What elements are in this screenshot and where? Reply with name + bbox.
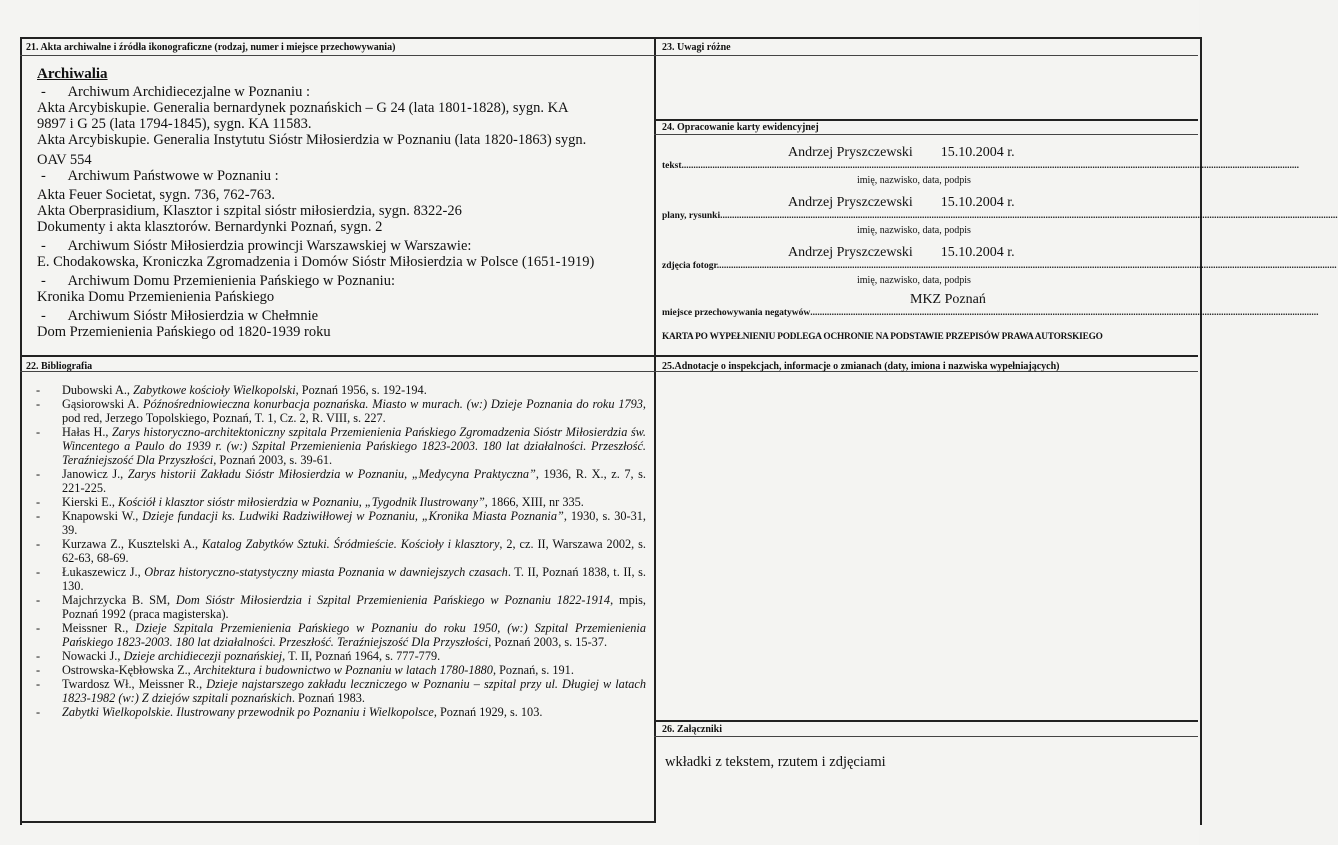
archive-line: - Archiwum Sióstr Miłosierdzia prowincji Warszawskiej w Warszawie: <box>41 238 472 254</box>
archive-line: Akta Feuer Societat, sygn. 736, 762-763. <box>37 187 276 203</box>
preparer-label: zdjęcia fotogr. <box>662 261 720 271</box>
item-details: . T. II, Poznań 1838, t. II, s. 130. <box>62 565 647 593</box>
item-details: , T. II, Poznań 1964, s. 777-779. <box>282 649 441 663</box>
item-details: . Poznań 1983. <box>291 691 365 705</box>
dotted-line: .................................................................................................................................................................................................................................................................... <box>681 161 1300 171</box>
item-details: , Poznań 1956, s. 192-194. <box>295 383 427 397</box>
negatives-row <box>662 308 1319 319</box>
item-title: Dzieje Szpitala Przemienienia Pańskiego w Poznaniu do roku 1950, (w:) Szpital Przemienienia Pańskiego 1823-2003. 180 lat działalności. Przeszłość. Teraźniejszość Dla Przyszłości <box>62 621 646 649</box>
attachments-value: wkładki z tekstem, rzutem i zdjęciami <box>665 754 886 770</box>
row-rule <box>20 55 1198 56</box>
bullet-dash: - <box>36 677 41 691</box>
bullet-dash: - <box>36 383 41 397</box>
section-23-heading: 23. Uwagi różne <box>662 42 731 53</box>
preparer-caption: imię, nazwisko, data, podpis <box>857 175 971 186</box>
preparer-row <box>662 161 1300 172</box>
preparer-caption: imię, nazwisko, data, podpis <box>857 275 971 286</box>
archive-line: - Archiwum Domu Przemienienia Pańskiego w Poznaniu: <box>41 273 395 289</box>
dotted-line: ...................................................................................................................................................................................................................... <box>810 308 1319 318</box>
bibliography-item <box>36 621 646 649</box>
archive-line: Dom Przemienienia Pańskiego od 1820-1939 roku <box>37 324 331 340</box>
archive-line: Akta Oberprasidium, Klasztor i szpital sióstr miłosierdzia, sygn. 8322-26 <box>37 203 462 219</box>
item-author: Nowacki J., <box>62 649 124 663</box>
archive-line: Akta Arcybiskupie. Generalia bernardynek poznańskich – G 24 (lata 1801-1828), sygn. KA <box>37 100 569 116</box>
item-details: , Poznań, s. 191. <box>492 663 574 677</box>
archive-line: Akta Arcybiskupie. Generalia Instytutu Sióstr Miłosierdzia w Poznaniu (lata 1820-1863) sygn. <box>37 132 587 148</box>
bullet-dash: - <box>36 397 41 411</box>
preparer-value: Andrzej Pryszczewski 15.10.2004 r. <box>788 195 1015 210</box>
item-details: , mpis, Poznań 1992 (praca magisterska). <box>62 593 646 621</box>
row-rule <box>20 355 1198 357</box>
item-author: Kurzawa Z., Kusztelski A., <box>62 537 202 551</box>
bibliography-list <box>36 383 646 719</box>
bullet-dash: - <box>36 649 41 663</box>
archive-line: Kronika Domu Przemienienia Pańskiego <box>37 289 275 305</box>
dotted-line: .................................................................................................................................................................................................................................................................... <box>720 211 1338 221</box>
item-author: Hałas H., <box>62 425 112 439</box>
item-title: Zabytkowe kościoły Wielkopolski <box>133 383 296 397</box>
bullet-dash: - <box>36 621 41 635</box>
archive-line: - Archiwum Sióstr Miłosierdzia w Chełmnie <box>41 308 319 324</box>
item-details: , pod red, Jerzego Topolskiego, Poznań, T. 1, Cz. 2, R. VIII, s. 227. <box>62 397 646 425</box>
item-author: Meissner R., <box>62 621 136 635</box>
bullet-dash: - <box>36 663 41 677</box>
item-title: Dzieje fundacji ks. Ludwiki Radziwiłłowej w Poznaniu, „Kronika Miasta Poznania” <box>142 509 564 523</box>
item-title: Dom Sióstr Miłosierdzia i Szpital Przemienienia Pańskiego w Poznaniu 1822-1914 <box>175 593 611 607</box>
preparer-caption: imię, nazwisko, data, podpis <box>857 225 971 236</box>
item-title: Dzieje archidiecezji poznańskiej <box>123 649 283 663</box>
bullet-dash: - <box>36 565 41 579</box>
item-details: , Poznań 2003, s. 39-61. <box>213 453 333 467</box>
item-title: Zabytki Wielkopolskie. Ilustrowany przewodnik po Poznaniu i Wielkopolsce <box>62 705 434 719</box>
bibliography-item <box>36 495 646 509</box>
item-title: Architektura i budownictwo w Poznaniu w latach 1780-1880 <box>193 663 493 677</box>
bibliography-item <box>36 677 646 705</box>
archives-title: Archiwalia <box>37 66 108 82</box>
bullet-dash: - <box>36 509 41 523</box>
preparer-value: Andrzej Pryszczewski 15.10.2004 r. <box>788 145 1015 160</box>
bibliography-item <box>36 663 646 677</box>
item-author: Łukaszewicz J., <box>62 565 145 579</box>
item-title: Obraz historyczno-statystyczny miasta Poznania w dawniejszych czasach <box>144 565 508 579</box>
preparer-row <box>662 261 1337 272</box>
bibliography-item <box>36 509 646 537</box>
item-title: Dzieje najstarszego zakładu leczniczego w Poznaniu – szpital przy ul. Długiej w latach 1823-1982 (w:) Z dziejów szpitali poznańskich <box>62 677 646 705</box>
item-title: Katalog Zabytków Sztuki. Śródmieście. Kościoły i klasztory <box>201 537 500 551</box>
bullet-dash: - <box>36 705 41 719</box>
item-author: Ostrowska-Kębłowska Z., <box>62 663 194 677</box>
item-title: Późnośredniowieczna konurbacja poznańska. Miasto w murach. (w:) Dzieje Poznania do roku 1793 <box>143 397 643 411</box>
section-24-heading: 24. Opracowanie karty ewidencyjnej <box>662 122 819 133</box>
bullet-dash: - <box>36 593 41 607</box>
preparer-label: plany, rysunki <box>662 211 721 221</box>
item-author: Knapowski W., <box>62 509 143 523</box>
item-details: , 1866, XIII, nr 335. <box>484 495 584 509</box>
archive-line: 9897 i G 25 (lata 1794-1845), sygn. KA 11583. <box>37 116 312 132</box>
dotted-line: .................................................................................................................................................................................................................................................................... <box>719 261 1337 271</box>
column-divider <box>654 37 656 823</box>
item-author: Majchrzycka B. SM, <box>62 593 176 607</box>
bibliography-item <box>36 425 646 467</box>
archive-line: OAV 554 <box>37 152 92 168</box>
bibliography-item <box>36 537 646 565</box>
archive-line: E. Chodakowska, Kroniczka Zgromadzenia i Domów Sióstr Miłosierdzia w Polsce (1651-1919) <box>37 254 595 270</box>
bullet-dash: - <box>36 495 41 509</box>
row-rule <box>654 736 1198 737</box>
bibliography-item <box>36 649 646 663</box>
archive-line: - Archiwum Państwowe w Poznaniu : <box>41 168 279 184</box>
bibliography-item <box>36 593 646 621</box>
item-author: Twardosz Wł., Meissner R., <box>62 677 207 691</box>
item-author: Dubowski A., <box>62 383 134 397</box>
section-22-heading: 22. Bibliografia <box>26 361 93 372</box>
archive-line: - Archiwum Archidiecezjalne w Poznaniu : <box>41 84 310 100</box>
item-details: , 2, cz. II, Warszawa 2002, s. 62-63, 68-69. <box>62 537 646 565</box>
negatives-label: miejsce przechowywania negatywów <box>662 308 811 318</box>
item-details: , 1930, s. 30-31, 39. <box>62 509 646 537</box>
row-rule <box>20 821 654 823</box>
archive-line: Dokumenty i akta klasztorów. Bernardynki Poznań, sygn. 2 <box>37 219 383 235</box>
bibliography-item <box>36 467 646 495</box>
item-author: Gąsiorowski A. <box>62 397 144 411</box>
row-rule <box>654 119 1198 121</box>
section-25-heading: 25.Adnotacje o inspekcjach, informacje o zmianach (daty, imiona i nazwiska wypełniających) <box>662 361 1060 372</box>
row-rule <box>654 134 1198 135</box>
item-title: Kościół i klasztor sióstr miłosierdzia w Poznaniu, „Tygodnik Ilustrowany” <box>118 495 485 509</box>
item-details: , 1936, R. X., z. 7, s. 221-225. <box>62 467 646 495</box>
bibliography-item <box>36 565 646 593</box>
copyright-notice: KARTA PO WYPEŁNIENIU PODLEGA OCHRONIE NA PODSTAWIE PRZEPISÓW PRAWA AUTORSKIEGO <box>662 332 1103 342</box>
bibliography-item <box>36 705 646 719</box>
item-details: , Poznań 2003, s. 15-37. <box>488 635 608 649</box>
bibliography-item <box>36 397 646 425</box>
bullet-dash: - <box>36 425 41 439</box>
preparer-label: tekst <box>662 161 682 171</box>
item-title: Zarys historyczno-architektoniczny szpitala Przemienienia Pańskiego Zgromadzenia Sióstr Miłosierdzia św. Wincentego a Paulo do 1939 r. (w:) Szpital Przemienienia Pańskiego 1823-2003. 180 lat działalności. Przeszłość. Teraźniejszość Dla Przyszłości <box>62 425 646 467</box>
section-21-heading: 21. Akta archiwalne i źródła ikonograficzne (rodzaj, numer i miejsce przechowywania) <box>26 42 396 53</box>
preparer-value: Andrzej Pryszczewski 15.10.2004 r. <box>788 245 1015 260</box>
bullet-dash: - <box>36 537 41 551</box>
item-title: Zarys historii Zakładu Sióstr Miłosierdzia w Poznaniu, „Medycyna Praktyczna” <box>127 467 536 481</box>
negatives-value: MKZ Poznań <box>910 292 986 307</box>
preparer-row <box>662 211 1338 222</box>
item-author: Kierski E., <box>62 495 119 509</box>
item-author: Janowicz J., <box>62 467 128 481</box>
row-rule <box>654 720 1198 722</box>
bullet-dash: - <box>36 467 41 481</box>
section-26-heading: 26. Załączniki <box>662 724 723 735</box>
bibliography-item <box>36 383 646 397</box>
item-details: , Poznań 1929, s. 103. <box>433 705 543 719</box>
